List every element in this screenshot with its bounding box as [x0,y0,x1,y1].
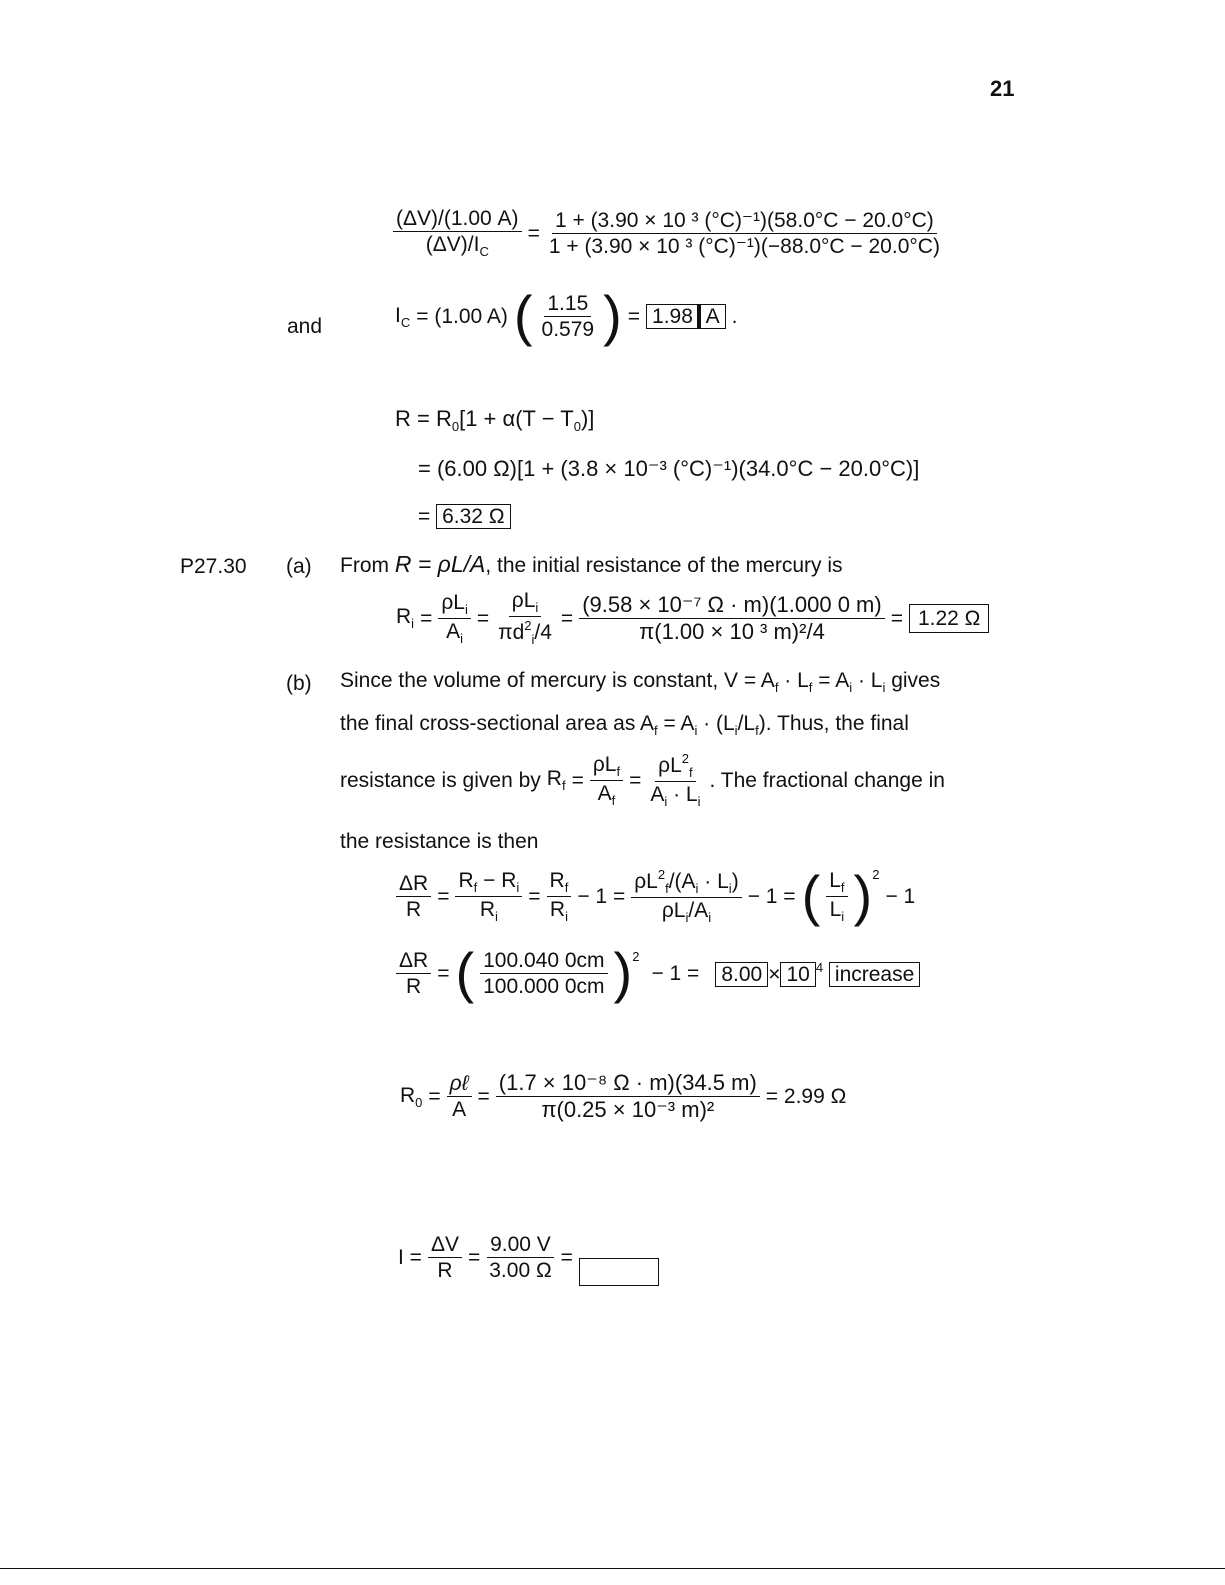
rhs-denominator: 1 + (3.90 × 10 ³ (°C)⁻¹)(−88.0°C − 20.0°C) [548,234,940,258]
equation-ri: $R_i$ = $\frac{\rho L_i}{A_i}$ = $\frac{\rho L_i}{\pi d^2_i/4}$ = $\frac{\text{(9.58 × 10⁻⁷ Ω · m)(1.000 0 m)}}{\text{π(1.00 × 10 ³ m)²/4}}$ = 1.22 Ω [396,590,989,646]
ic-prefactor: = (1.00 A) [416,305,508,328]
part-b-line4: the resistance is then [340,830,539,853]
page-bottom-rule [0,1568,1225,1569]
rf-fraction-2: $\frac{\rho L^2_f}{A_i \cdot L_i}$ [650,751,701,809]
ri-fraction-2: $\frac{\rho L_i}{\pi d^2_i/4}$ [498,589,552,647]
lhs-fraction [393,208,522,258]
ic-fraction [539,293,598,340]
ic-symbol: $I_C$ [395,303,411,330]
and-label: and [287,315,323,338]
equation-r0: $R_0$ = $\frac{\text{ρℓ}}{A}$ = $\frac{\text{(1.7 × 10⁻⁸ Ω · m)(34.5 m)}}{\text{π(0.25 × 10⁻³ m)²}}$ = 2.99 Ω [400,1070,847,1122]
ic-numerator: 1.15 [544,293,591,317]
mantissa-box: 8.00 [715,962,768,987]
ri-fraction-1: $\frac{\rho L_i}{A_i}$ [438,592,471,645]
equation-ic [395,284,738,348]
resistance-temp-line3: = 6.32 Ω [418,504,511,529]
page-number: 21 [990,76,1015,101]
equation-current: I = $\frac{\Delta V}{R}$ = $\frac{9.00 V}{3.00 \Omega}$ = [398,1228,659,1286]
ri-fraction-3: $\frac{\text{(9.58 × 10⁻⁷ Ω · m)(1.000 0 m)}}{\text{π(1.00 × 10 ³ m)²/4}}$ [579,594,885,643]
volume-formula: $V = A_f \cdot L_f = A_i \cdot L_i$ [724,669,886,695]
area-formula: $A_f = A_i \cdot (L_i/L_f)$ [640,712,766,738]
period: . [731,305,738,328]
part-a-label: (a) [286,555,312,578]
ic-answer-box: 1.98 A [646,304,726,329]
lhs-numerator: (ΔV)/(1.00 A) [393,208,522,232]
part-b-line3: resistance is given by $R_f$ = $\frac{\rho L_f}{A_f}$ = $\frac{\rho L^2_f}{A_i \cdot L_i}$ . The fractional change in [340,751,945,809]
base-box: 10 [780,962,815,987]
ic-denominator: 0.579 [541,318,595,341]
part-a-text: From R = ρL/A, the initial resistance of the mercury is [340,551,843,577]
equation-fractional-numeric: $\frac{\Delta R}{R}$ = ( $\frac{100.040 0cm}{100.000 0cm}$ ) 2 − 1 = 8.00 × 10 $^4$ increase [396,950,920,997]
fractional-answer: 8.00 × 10 $^4$ increase [715,961,920,987]
resistivity-formula: R = ρL/A [394,551,486,577]
resistance-answer-box: 6.32 Ω [436,504,510,529]
part-b-line1: Since the volume of mercury is constant, $V = A_f \cdot L_f = A_i \cdot L_i$ gives [340,669,941,695]
equation-current-ratio [393,208,943,258]
equals-sign: = [627,305,641,328]
rf-fraction-1: $\frac{\rho L_f}{A_f}$ [590,754,623,807]
rhs-fraction [546,210,943,257]
part-b-line2: the final cross-sectional area as $A_f = A_i \cdot (L_i/L_f)$. Thus, the final [340,712,909,738]
resistance-temp-line2: = (6.00 Ω)[1 + (3.8 × 10⁻³ (°C)⁻¹)(34.0°C − 20.0°C)] [418,456,920,481]
rhs-numerator: 1 + (3.90 × 10 ³ (°C)⁻¹)(58.0°C − 20.0°C) [552,210,937,234]
blank-answer-box [579,1258,659,1286]
problem-label: P27.30 [180,555,247,578]
left-paren: ( [513,284,533,348]
ri-answer-box: 1.22 Ω [909,604,989,633]
equals-sign: = [527,221,540,245]
right-paren: ) [603,284,622,348]
equation-fractional-change: $\frac{\Delta R}{R}$ = $\frac{R_f - R_i}{R_i}$ = $\frac{R_f}{R_i}$ − 1 = $\frac{\rho L^2_f/(A_i \cdot L_i)}{\rho L_i/A_i}$ − 1 = ( $\frac{L_f}{L_i}$ ) 2 − 1 [396,868,915,924]
lhs-denominator: $(\Delta V)/I_C$ [425,233,489,259]
part-b-label: (b) [286,672,312,695]
increase-box: increase [829,962,920,987]
resistance-temp-line1: $R = R_0[1 + \alpha(T - T_0)]$ [395,406,595,434]
